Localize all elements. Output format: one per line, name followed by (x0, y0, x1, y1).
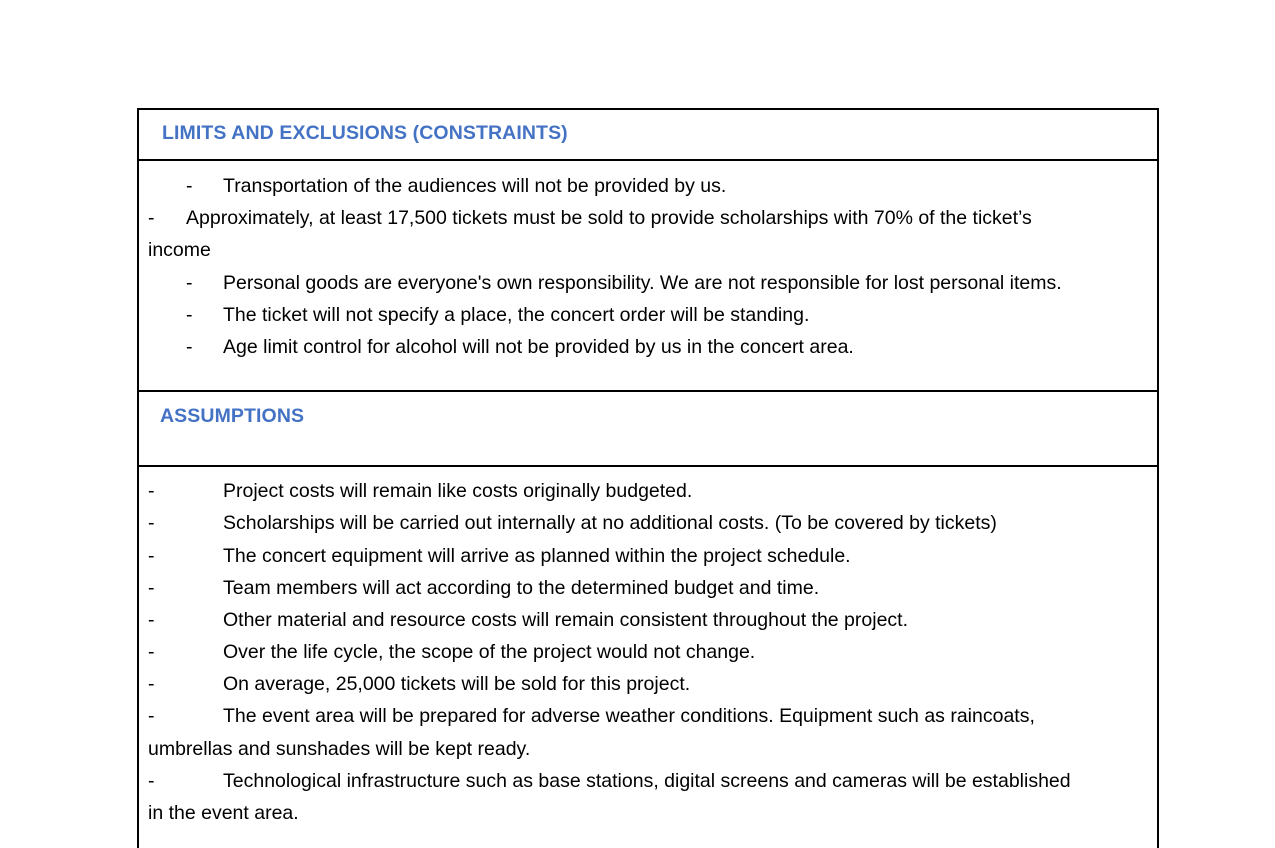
limits-item-tickets: Approximately, at least 17,500 tickets must be sold to provide scholarships with 70% of the ticket’s (186, 207, 1032, 229)
limits-bullet: - (186, 272, 193, 294)
assumptions-item-weather-cont: umbrellas and sunshades will be kept ready. (148, 738, 531, 760)
assumptions-item-team: Team members will act according to the determined budget and time. (223, 577, 820, 599)
assumptions-item-infrastructure-cont: in the event area. (148, 802, 299, 824)
limits-bullet: - (186, 304, 193, 326)
assumptions-item-weather: The event area will be prepared for adverse weather conditions. Equipment such as raincoats, (223, 705, 1035, 727)
divider-assumptions-heading (139, 465, 1157, 467)
assumptions-item-costs: Project costs will remain like costs originally budgeted. (223, 480, 693, 502)
assumptions-item-scholarships: Scholarships will be carried out internally at no additional costs. (To be covered by tickets) (223, 512, 997, 534)
assumptions-bullet: - (148, 545, 155, 567)
assumptions-bullet: - (148, 770, 155, 792)
scope-table (137, 108, 1159, 848)
limits-bullet: - (148, 207, 155, 229)
limits-item-alcohol: Age limit control for alcohol will not be provided by us in the concert area. (223, 336, 854, 358)
limits-bullet: - (186, 175, 193, 197)
limits-item-personal-goods: Personal goods are everyone's own responsibility. We are not responsible for lost personal items. (223, 272, 1062, 294)
assumptions-bullet: - (148, 480, 155, 502)
limits-item-standing: The ticket will not specify a place, the concert order will be standing. (223, 304, 810, 326)
assumptions-bullet: - (148, 512, 155, 534)
limits-item-tickets-cont: income (148, 239, 211, 261)
assumptions-bullet: - (148, 577, 155, 599)
assumptions-bullet: - (148, 673, 155, 695)
assumptions-bullet: - (148, 705, 155, 727)
divider-limits-heading (139, 159, 1157, 161)
limits-heading: LIMITS AND EXCLUSIONS (CONSTRAINTS) (162, 122, 568, 144)
assumptions-bullet: - (148, 641, 155, 663)
limits-item-transport: Transportation of the audiences will not be provided by us. (223, 175, 727, 197)
assumptions-item-infrastructure: Technological infrastructure such as base stations, digital screens and cameras will be established (223, 770, 1071, 792)
assumptions-item-scope: Over the life cycle, the scope of the project would not change. (223, 641, 756, 663)
assumptions-heading: ASSUMPTIONS (160, 405, 305, 427)
divider-limits-section (139, 390, 1157, 392)
assumptions-item-equipment: The concert equipment will arrive as planned within the project schedule. (223, 545, 851, 567)
assumptions-bullet: - (148, 609, 155, 631)
limits-bullet: - (186, 336, 193, 358)
assumptions-item-materials: Other material and resource costs will remain consistent throughout the project. (223, 609, 908, 631)
assumptions-item-tickets: On average, 25,000 tickets will be sold for this project. (223, 673, 691, 695)
